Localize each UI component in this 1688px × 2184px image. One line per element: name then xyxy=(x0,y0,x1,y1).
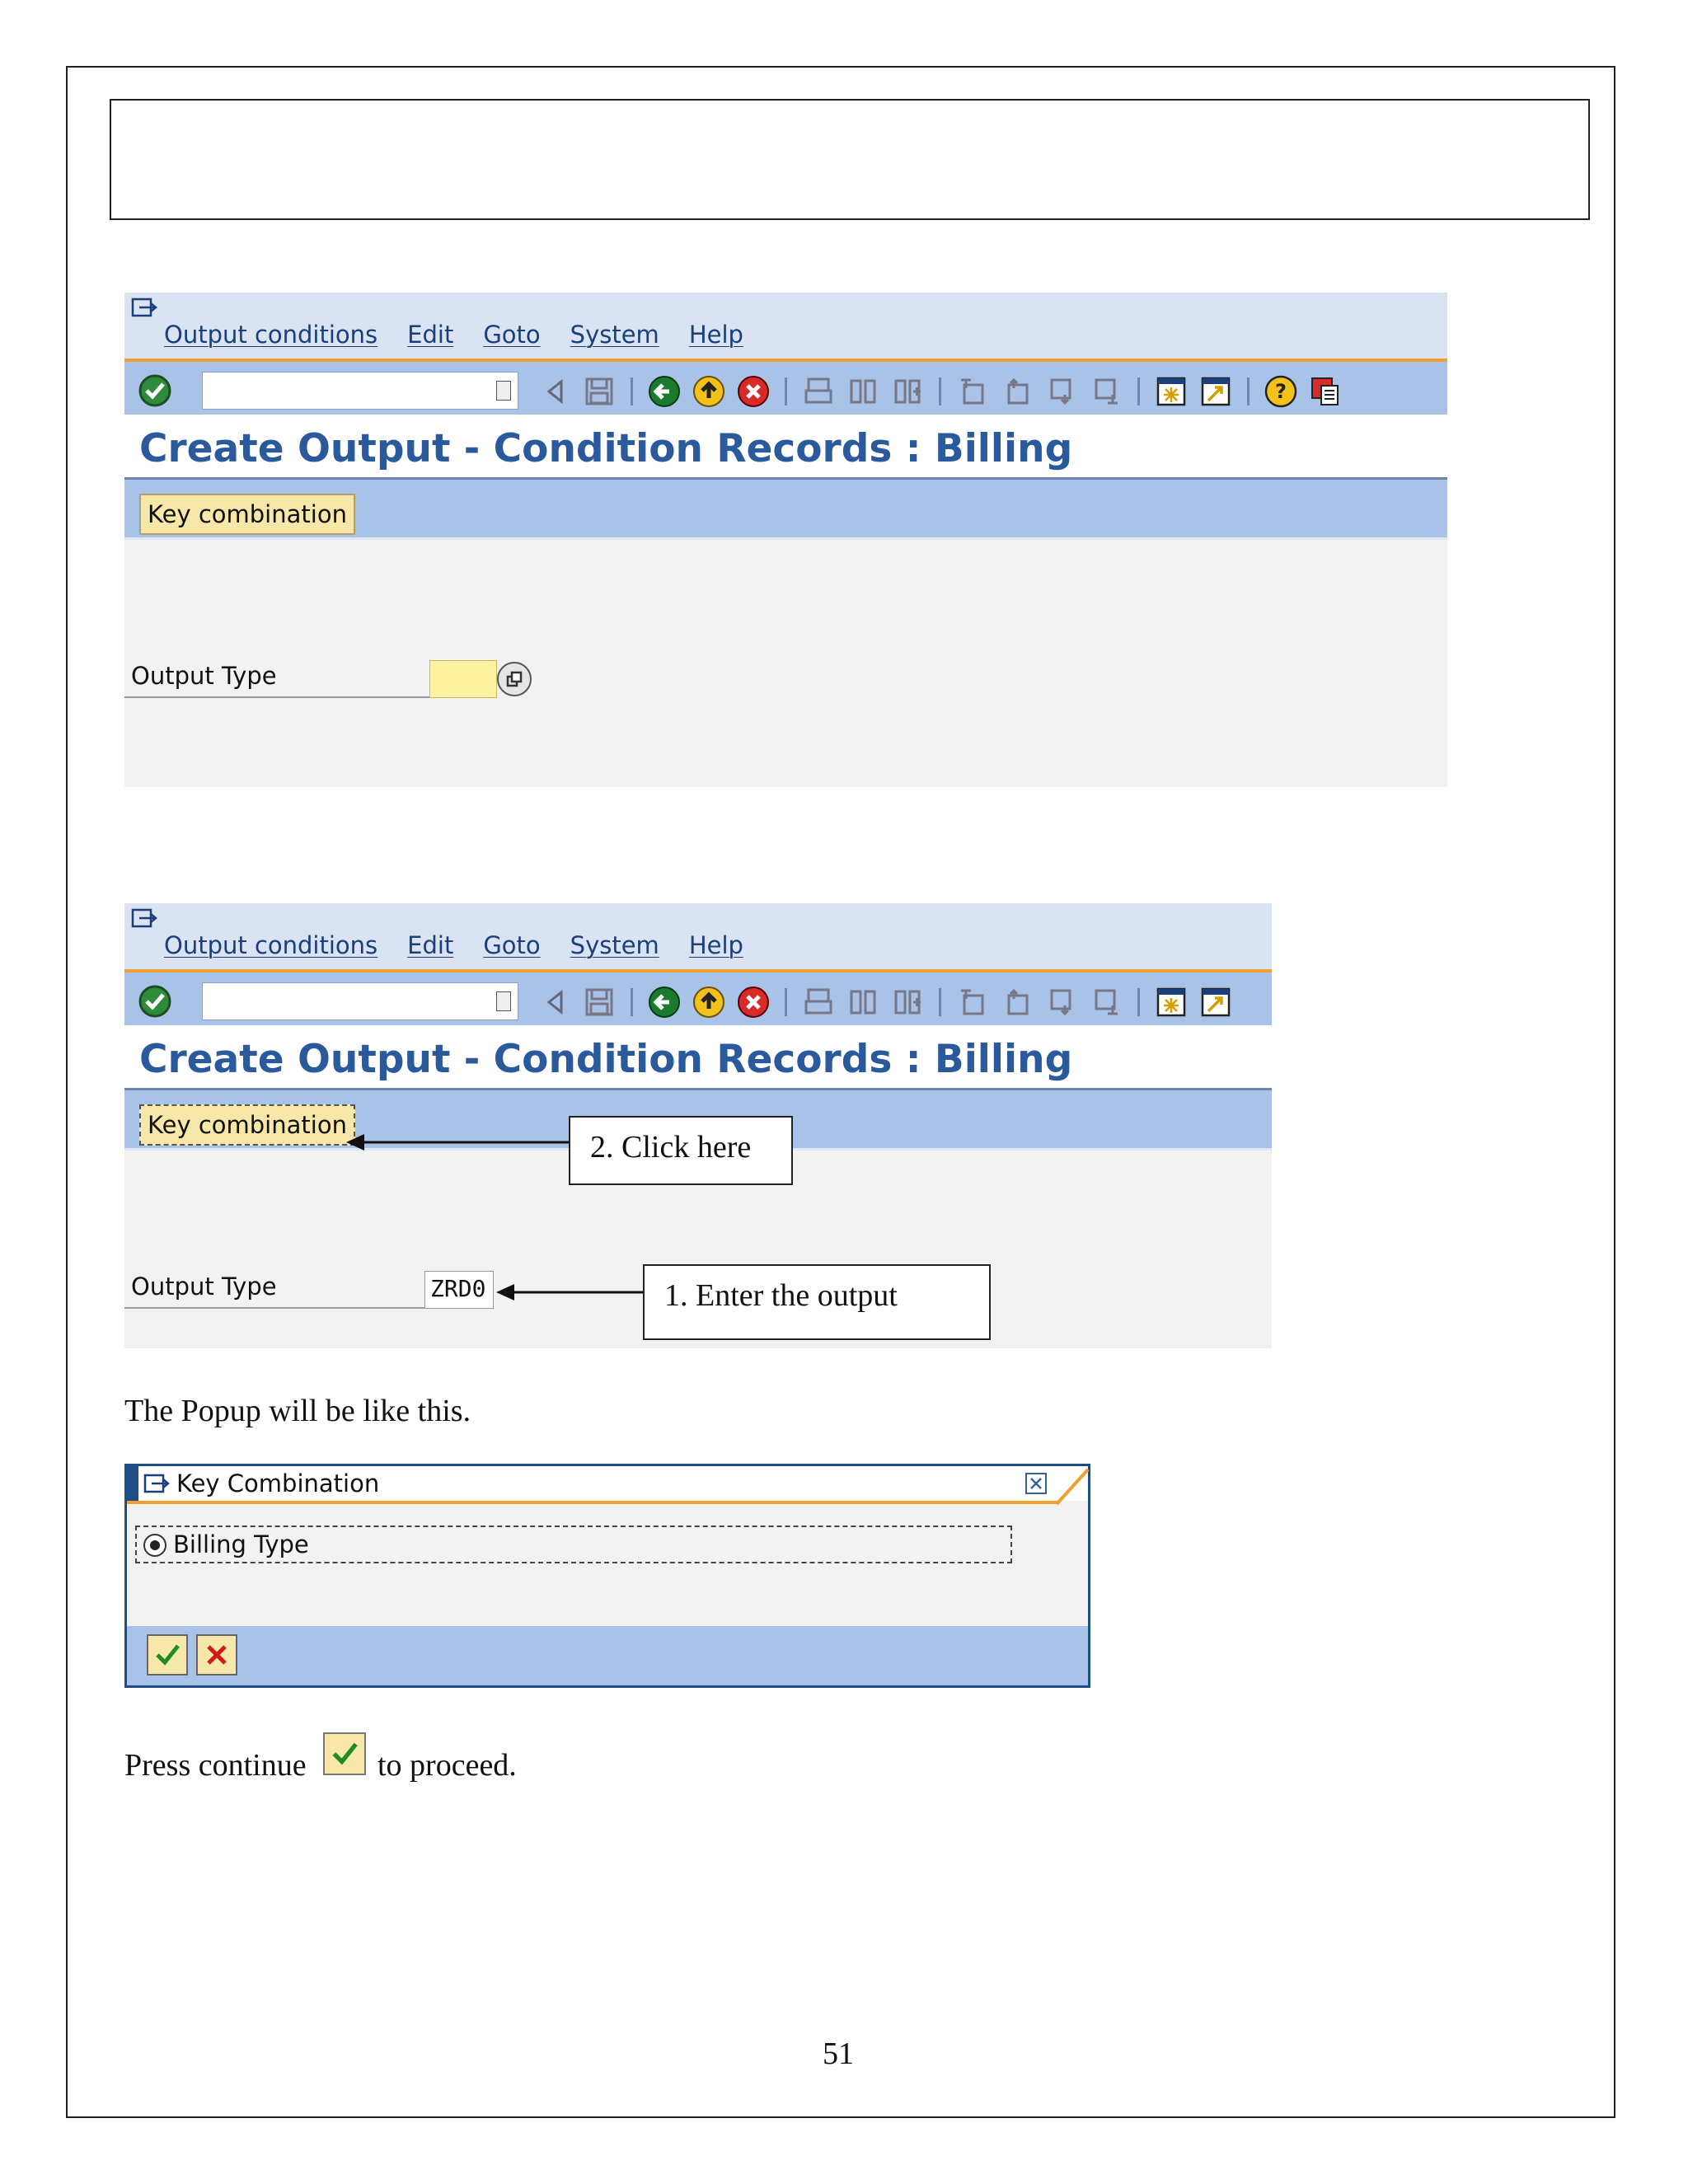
green-check-icon xyxy=(152,1640,182,1670)
menu-goto[interactable]: Goto xyxy=(483,931,541,959)
page-number: 51 xyxy=(823,2036,854,2071)
output-type-label: Output Type xyxy=(131,1272,277,1301)
billing-type-label: Billing Type xyxy=(173,1530,309,1558)
popup-accent-line xyxy=(127,1501,1058,1504)
popup-corner-accent xyxy=(1057,1466,1090,1506)
popup-window-icon xyxy=(143,1473,173,1496)
menu-help[interactable]: Help xyxy=(688,321,743,349)
press-continue-text: Press continue xyxy=(124,1748,307,1783)
popup-title: Key Combination xyxy=(176,1469,380,1497)
callout-enter-output: 1. Enter the output xyxy=(643,1264,991,1340)
svg-text:?: ? xyxy=(1275,380,1287,403)
continue-icon xyxy=(323,1732,366,1775)
red-x-icon xyxy=(204,1642,230,1668)
output-type-label: Output Type xyxy=(131,662,277,690)
continue-button[interactable] xyxy=(147,1634,188,1675)
page-title: Create Output - Condition Records : Billing xyxy=(139,426,1073,471)
menu-output-conditions[interactable]: Output conditions xyxy=(164,321,378,349)
key-combination-button[interactable]: Key combination xyxy=(139,494,355,535)
popup-footer xyxy=(127,1626,1088,1685)
menu-edit[interactable]: Edit xyxy=(407,321,454,349)
close-icon[interactable] xyxy=(1025,1473,1047,1494)
to-proceed-text: to proceed. xyxy=(377,1748,517,1783)
popup-intro-text: The Popup will be like this. xyxy=(124,1394,471,1428)
popup-title-accent xyxy=(127,1466,138,1501)
menu-goto[interactable]: Goto xyxy=(483,321,541,349)
key-combination-popup xyxy=(124,1464,1090,1688)
callout-click-here: 2. Click here xyxy=(569,1116,793,1185)
menu-help[interactable]: Help xyxy=(688,931,743,959)
output-type-input[interactable]: ZRD0 xyxy=(424,1271,494,1309)
billing-type-radio[interactable] xyxy=(143,1534,166,1557)
key-combination-button[interactable]: Key combination xyxy=(139,1104,355,1146)
menu-system[interactable]: System xyxy=(570,321,659,349)
cancel-button[interactable] xyxy=(196,1634,237,1675)
menu-system[interactable]: System xyxy=(570,931,659,959)
menu-output-conditions[interactable]: Output conditions xyxy=(164,931,378,959)
menu-edit[interactable]: Edit xyxy=(407,931,454,959)
page-title: Create Output - Condition Records : Billing xyxy=(139,1037,1073,1082)
billing-type-option[interactable] xyxy=(135,1526,1012,1563)
